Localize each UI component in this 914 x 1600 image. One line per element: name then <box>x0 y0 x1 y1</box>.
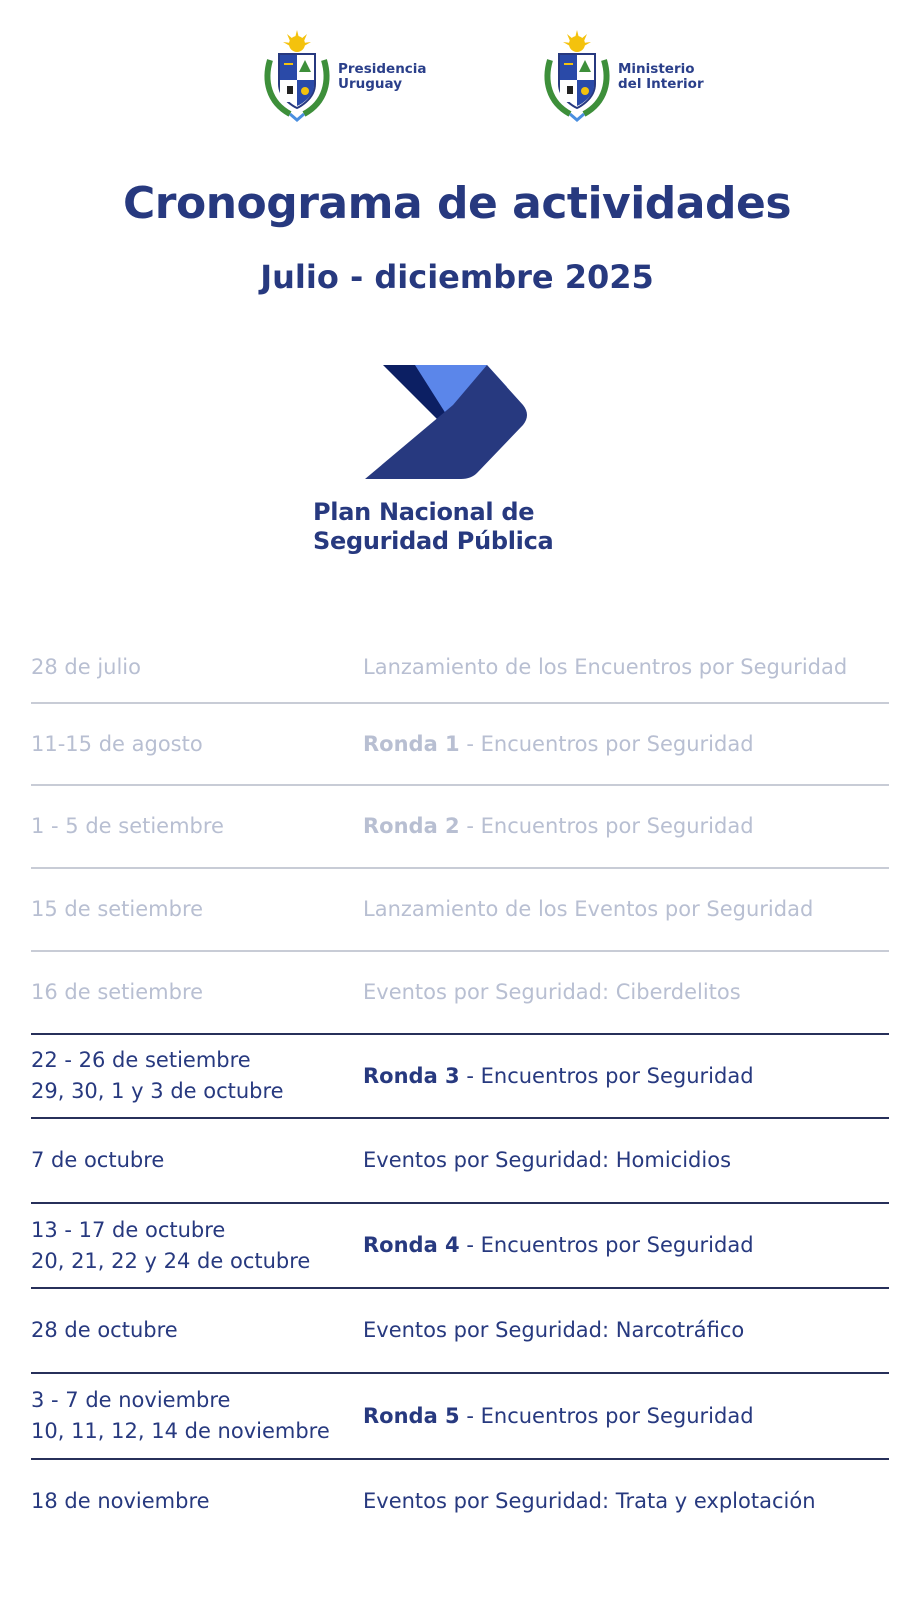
schedule-row <box>31 1289 889 1374</box>
schedule-row <box>31 1460 889 1543</box>
page-title: Cronograma de actividades <box>122 178 792 229</box>
schedule-date: 28 de octubre <box>31 1318 178 1342</box>
schedule-row <box>31 869 889 952</box>
schedule-event: Eventos por Seguridad: Trata y explotación <box>363 1489 816 1513</box>
schedule-row <box>31 1204 889 1289</box>
round-label: Ronda 1 <box>363 731 460 756</box>
presidencia-line1: Presidencia <box>338 61 427 77</box>
schedule-row <box>31 786 889 869</box>
ministerio-logo <box>542 30 704 122</box>
schedule-date: 7 de octubre <box>31 1148 165 1172</box>
schedule-row <box>31 1035 889 1119</box>
schedule-row <box>31 1374 889 1460</box>
header-logos <box>0 30 914 122</box>
schedule-date: 28 de julio <box>31 654 141 679</box>
schedule-event: Eventos por Seguridad: Ciberdelitos <box>363 980 741 1004</box>
schedule-date: 11-15 de agosto <box>31 731 203 756</box>
plan-name-line2: Seguridad Pública <box>313 527 554 555</box>
round-label: Ronda 3 <box>363 1063 460 1088</box>
schedule-date: 18 de noviembre <box>31 1489 210 1513</box>
schedule-date: 13 - 17 de octubre 20, 21, 22 y 24 de octubre <box>31 1217 311 1273</box>
chevron-arrow-icon <box>365 365 531 479</box>
schedule-date: 3 - 7 de noviembre 10, 11, 12, 14 de noviembre <box>31 1388 330 1443</box>
round-label: Ronda 2 <box>363 814 460 838</box>
round-label: Ronda 4 <box>363 1233 460 1257</box>
round-label: Ronda 5 <box>363 1403 460 1428</box>
schedule-date: 1 - 5 de setiembre <box>31 814 224 838</box>
ministerio-line1: Ministerio <box>618 61 695 77</box>
schedule-row <box>31 952 889 1035</box>
uruguay-coat-of-arms-icon <box>262 30 332 122</box>
schedule-event: Lanzamiento de los Encuentros por Seguridad <box>363 654 848 679</box>
schedule-event: Ronda 4 - Encuentros por Seguridad <box>363 1233 754 1257</box>
schedule-row <box>31 704 889 786</box>
plan-nacional-title <box>313 498 613 556</box>
schedule-event: Eventos por Seguridad: Homicidios <box>363 1148 732 1172</box>
schedule-event: Ronda 1 - Encuentros por Seguridad <box>363 731 754 756</box>
uruguay-coat-of-arms-icon <box>542 30 612 122</box>
schedule-event: Ronda 5 - Encuentros por Seguridad <box>363 1403 754 1428</box>
schedule-table <box>31 632 889 1543</box>
page-subtitle: Julio - diciembre 2025 <box>260 258 654 296</box>
schedule-date: 16 de setiembre <box>31 980 204 1004</box>
schedule-event: Eventos por Seguridad: Narcotráfico <box>363 1318 745 1342</box>
presidencia-line2: Uruguay <box>338 76 402 92</box>
schedule-date: 15 de setiembre <box>31 897 204 921</box>
schedule-event: Lanzamiento de los Eventos por Seguridad <box>363 897 814 921</box>
schedule-row <box>31 632 889 704</box>
schedule-row <box>31 1119 889 1204</box>
schedule-date: 22 - 26 de setiembre 29, 30, 1 y 3 de octubre <box>31 1048 284 1103</box>
plan-name-line1: Plan Nacional de <box>313 498 535 526</box>
presidencia-logo <box>262 30 427 122</box>
schedule-event: Ronda 2 - Encuentros por Seguridad <box>363 814 754 838</box>
schedule-event: Ronda 3 - Encuentros por Seguridad <box>363 1063 754 1088</box>
ministerio-line2: del Interior <box>618 76 704 92</box>
